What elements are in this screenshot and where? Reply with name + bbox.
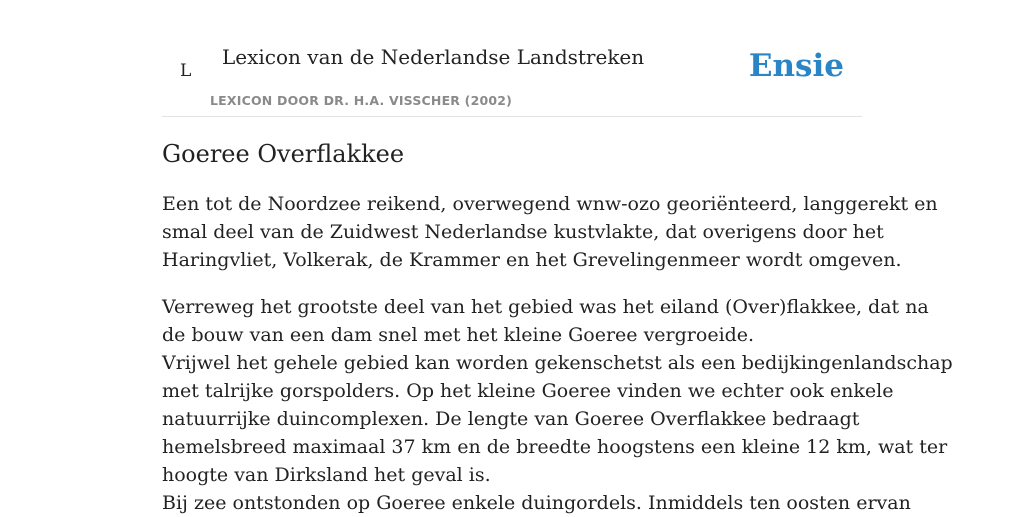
entry-paragraph: [162, 293, 953, 517]
paragraph-line: Een tot de Noordzee reikend, overwegend wnw-ozo georiënteerd, langgerekt en: [162, 193, 938, 215]
paragraph-line: Vrijwel het gehele gebied kan worden gekenschetst als een bedijkingenlandschap: [162, 352, 953, 374]
paragraph-line: hemelsbreed maximaal 37 km en de breedte hoogstens een kleine 12 km, wat ter: [162, 436, 948, 458]
paragraph-line: Verreweg het grootste deel van het gebied was het eiland (Over)flakkee, dat na: [162, 296, 929, 318]
paragraph-line: de bouw van een dam snel met het kleine Goeree vergroeide.: [162, 324, 755, 346]
paragraph-line: natuurrijke duincomplexen. De lengte van Goeree Overflakkee bedraagt: [162, 408, 860, 430]
lexicon-title[interactable]: Lexicon van de Nederlandse Landstreken: [222, 45, 645, 69]
lexicon-logo-letter[interactable]: L: [180, 61, 192, 81]
paragraph-line: Haringvliet, Volkerak, de Krammer en het Grevelingenmeer wordt omgeven.: [162, 249, 902, 271]
paragraph-line: Bij zee ontstonden op Goeree enkele duingordels. Inmiddels ten oosten ervan: [162, 492, 911, 514]
brand-logo[interactable]: Ensie: [748, 48, 844, 84]
paragraph-line: met talrijke gorspolders. Op het kleine Goeree vinden we echter ook enkele: [162, 380, 894, 402]
paragraph-line: hoogte van Dirksland het geval is.: [162, 464, 491, 486]
lexicon-subtitle: LEXICON DOOR DR. H.A. VISSCHER (2002): [210, 93, 513, 108]
site-header: [162, 0, 862, 117]
entry-paragraph: [162, 190, 938, 274]
entry-content: [162, 136, 953, 517]
paragraph-line: smal deel van de Zuidwest Nederlandse kustvlakte, dat overigens door het: [162, 221, 884, 243]
entry-title: Goeree Overflakkee: [162, 140, 405, 168]
